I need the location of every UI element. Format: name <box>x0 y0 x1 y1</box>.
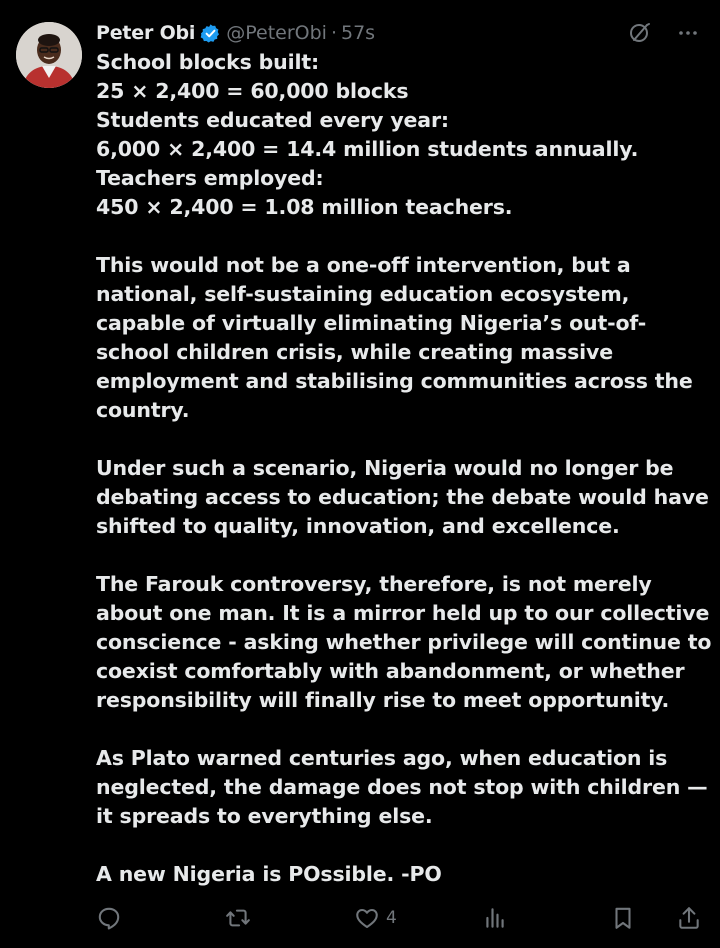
header-actions <box>628 18 700 48</box>
text-line: shifted to quality, innovation, and excellence. <box>96 514 620 538</box>
text-line: This would not be a one-off intervention, but a <box>96 253 631 277</box>
reply-icon <box>96 905 122 931</box>
views-icon <box>482 905 508 931</box>
text-line: national, self-sustaining education ecosystem, <box>96 282 630 306</box>
author-handle[interactable]: @PeterObi <box>226 22 327 44</box>
text-line: neglected, the damage does not stop with children — <box>96 775 708 799</box>
text-line: debating access to education; the debate would have <box>96 485 709 509</box>
verified-badge-icon[interactable] <box>200 23 221 44</box>
bookmark-icon <box>610 905 636 931</box>
paragraph-ecosystem <box>96 251 706 425</box>
text-line: 6,000 × 2,400 = 14.4 million students annually. <box>96 137 639 161</box>
avatar-photo-icon <box>16 22 82 88</box>
text-line: A new Nigeria is POssible. -PO <box>96 862 442 886</box>
separator-dot: · <box>330 22 337 44</box>
text-line: responsibility will finally rise to meet opportunity. <box>96 688 670 712</box>
author-name[interactable]: Peter Obi <box>96 22 196 44</box>
tweet-text <box>96 48 712 889</box>
text-line: Students educated every year: <box>96 108 449 132</box>
like-count: 4 <box>386 908 397 928</box>
paragraph-plato <box>96 744 706 831</box>
text-line: country. <box>96 398 190 422</box>
paragraph-stats <box>96 48 706 222</box>
like-button[interactable] <box>354 905 397 931</box>
text-line: conscience - asking whether privilege will continue to <box>96 630 712 654</box>
text-line: it spreads to everything else. <box>96 804 433 828</box>
text-line: school children crisis, while creating massive <box>96 340 613 364</box>
retweet-button[interactable] <box>224 905 252 931</box>
retweet-icon <box>224 905 252 931</box>
reply-button[interactable] <box>96 905 122 931</box>
text-line: employment and stabilising communities across the <box>96 369 693 393</box>
text-line: 25 × 2,400 = 60,000 blocks <box>96 79 409 103</box>
timestamp[interactable]: 57s <box>341 22 376 44</box>
paragraph-scenario <box>96 454 709 541</box>
share-icon <box>676 905 702 931</box>
tweet-header <box>96 18 700 48</box>
share-button[interactable] <box>676 905 702 931</box>
text-line: 450 × 2,400 = 1.08 million teachers. <box>96 195 513 219</box>
text-line: School blocks built: <box>96 50 320 74</box>
text-line: coexist comfortably with abandonment, or whether <box>96 659 685 683</box>
text-line: As Plato warned centuries ago, when education is <box>96 746 668 770</box>
paragraph-controversy <box>96 570 712 715</box>
tweet-actions <box>96 902 702 934</box>
more-icon[interactable] <box>676 21 700 45</box>
text-line: Teachers employed: <box>96 166 324 190</box>
heart-icon <box>354 905 380 931</box>
paragraph-signoff <box>96 860 706 889</box>
text-line: Under such a scenario, Nigeria would no longer be <box>96 456 674 480</box>
bookmark-button[interactable] <box>610 905 636 931</box>
text-line: capable of virtually eliminating Nigeria’s out-of- <box>96 311 647 335</box>
text-line: The Farouk controversy, therefore, is not merely <box>96 572 652 596</box>
avatar[interactable] <box>16 22 82 88</box>
grok-icon[interactable] <box>628 21 652 45</box>
views-button[interactable] <box>482 905 508 931</box>
text-line: about one man. It is a mirror held up to our collective <box>96 601 710 625</box>
